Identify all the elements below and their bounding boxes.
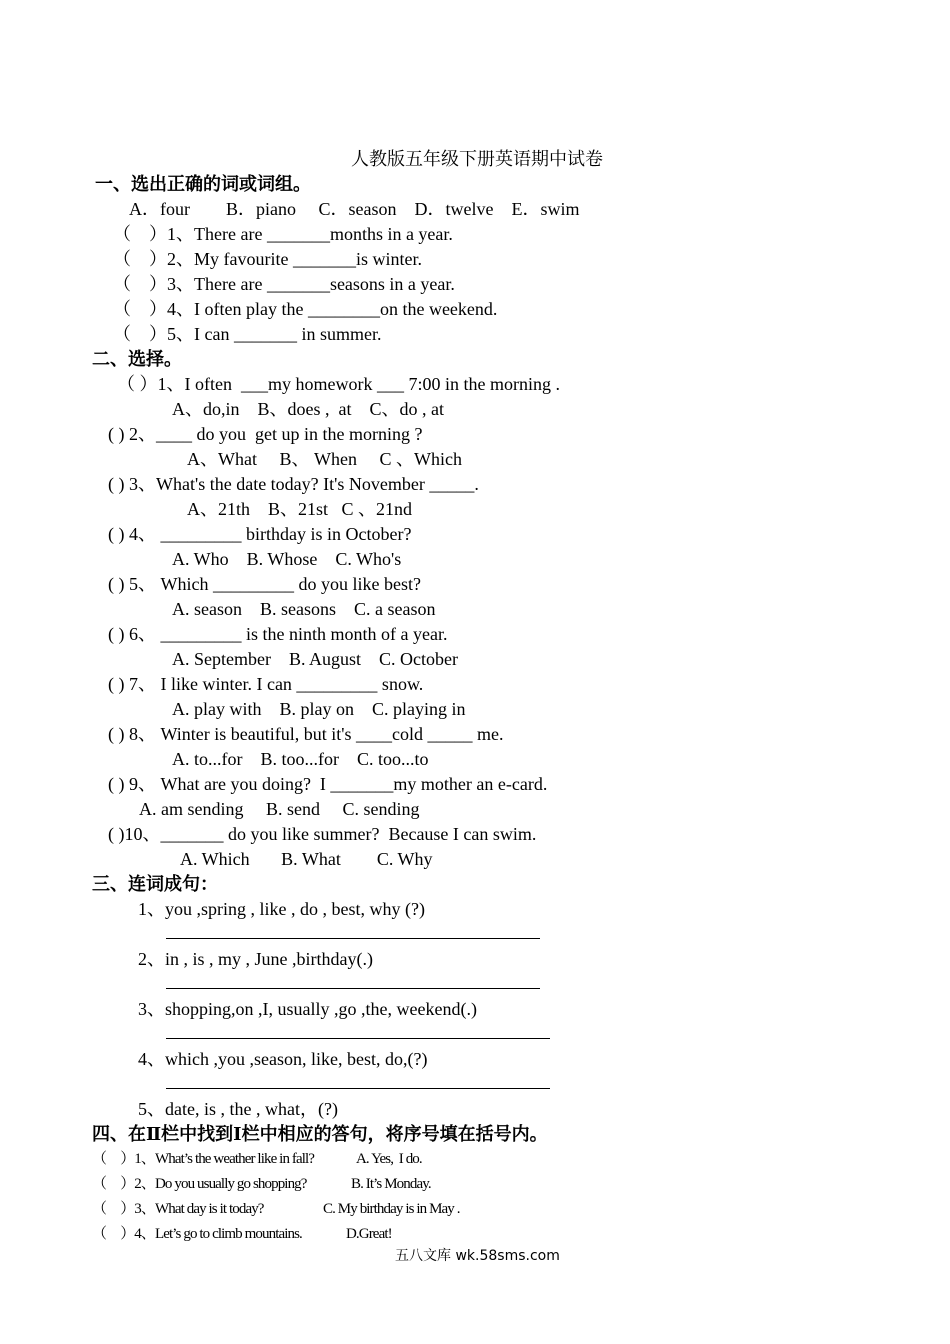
match-answer: B. It’s Monday. xyxy=(351,1176,431,1192)
section3-heading: 三、连词成句： xyxy=(92,874,218,894)
sentence-item: 4、which ,you ,season, like, best, do,(?) xyxy=(138,1049,428,1069)
match-answer: C. My birthday is in May . xyxy=(323,1201,460,1217)
match-answer: D.Great! xyxy=(346,1226,392,1242)
page-title: 人教版五年级下册英语期中试卷 xyxy=(351,149,603,169)
section1-item: （ ）4、I often play the ________on the weekend. xyxy=(113,299,498,319)
choice-options: A、do,in B、does , at C、do , at xyxy=(172,399,444,419)
choice-question: ( ) 3、What's the date today? It's November _____. xyxy=(108,474,479,494)
choice-options: A、What B、 When C 、Which xyxy=(187,449,462,469)
answer-line[interactable] xyxy=(166,1038,550,1039)
sentence-item: 2、in , is , my , June ,birthday(.) xyxy=(138,949,373,969)
answer-line[interactable] xyxy=(166,1088,550,1089)
choice-options: A、21th B、21st C 、21nd xyxy=(187,499,413,519)
choice-question: ( ) 5、 Which _________ do you like best? xyxy=(108,574,421,594)
answer-line[interactable] xyxy=(166,988,540,989)
sentence-item: 5、date, is , the , what，(?) xyxy=(138,1099,338,1119)
choice-question: ( ) 8、 Winter is beautiful, but it's ____cold _____ me. xyxy=(108,724,504,744)
footer-watermark: 五八文库 wk.58sms.com xyxy=(395,1248,560,1264)
section1-heading: 一、选出正确的词或词组。 xyxy=(95,174,311,194)
sentence-item: 1、you ,spring , like , do , best, why (?) xyxy=(138,899,425,919)
choice-options: A. to...for B. too...for C. too...to xyxy=(172,749,429,769)
choice-question: （ ）1、I often ___my homework ___ 7:00 in the morning . xyxy=(117,374,560,394)
match-question: （ ）1、What’s the weather like in fall? xyxy=(92,1151,315,1167)
section2-heading: 二、选择。 xyxy=(92,349,182,369)
match-question: （ ）2、Do you usually go shopping? xyxy=(92,1176,307,1192)
section1-options: A．four B．piano C．season D．twelve E．swim xyxy=(129,199,580,219)
answer-line[interactable] xyxy=(166,938,540,939)
choice-options: A. play with B. play on C. playing in xyxy=(172,699,466,719)
choice-options: A. Which B. What C. Why xyxy=(180,849,433,869)
choice-question: ( )10、_______ do you like summer? Because I can swim. xyxy=(108,824,537,844)
choice-question: ( ) 9、 What are you doing? I _______my mother an e-card. xyxy=(108,774,548,794)
section1-item: （ ）2、My favourite _______is winter. xyxy=(113,249,422,269)
section1-item: （ ）1、There are _______months in a year. xyxy=(113,224,453,244)
choice-options: A. Who B. Whose C. Who's xyxy=(172,549,402,569)
sentence-item: 3、shopping,on ,I, usually ,go ,the, weekend(.) xyxy=(138,999,477,1019)
match-answer: A. Yes, I do. xyxy=(356,1151,422,1167)
match-question: （ ）3、What day is it today? xyxy=(92,1201,264,1217)
choice-question: ( ) 4、 _________ birthday is in October? xyxy=(108,524,412,544)
section4-heading: 四、在Ⅱ栏中找到Ⅰ栏中相应的答句，将序号填在括号内。 xyxy=(92,1124,548,1144)
match-question: （ ）4、Let’s go to climb mountains. xyxy=(92,1226,302,1242)
section1-item: （ ）5、I can _______ in summer. xyxy=(113,324,382,344)
choice-question: ( ) 7、 I like winter. I can _________ snow. xyxy=(108,674,424,694)
choice-question: ( ) 6、 _________ is the ninth month of a year. xyxy=(108,624,448,644)
choice-options: A. season B. seasons C. a season xyxy=(172,599,436,619)
choice-options: A. September B. August C. October xyxy=(172,649,458,669)
section1-item: （ ）3、There are _______seasons in a year. xyxy=(113,274,455,294)
choice-question: ( ) 2、____ do you get up in the morning ? xyxy=(108,424,423,444)
choice-options: A. am sending B. send C. sending xyxy=(139,799,420,819)
